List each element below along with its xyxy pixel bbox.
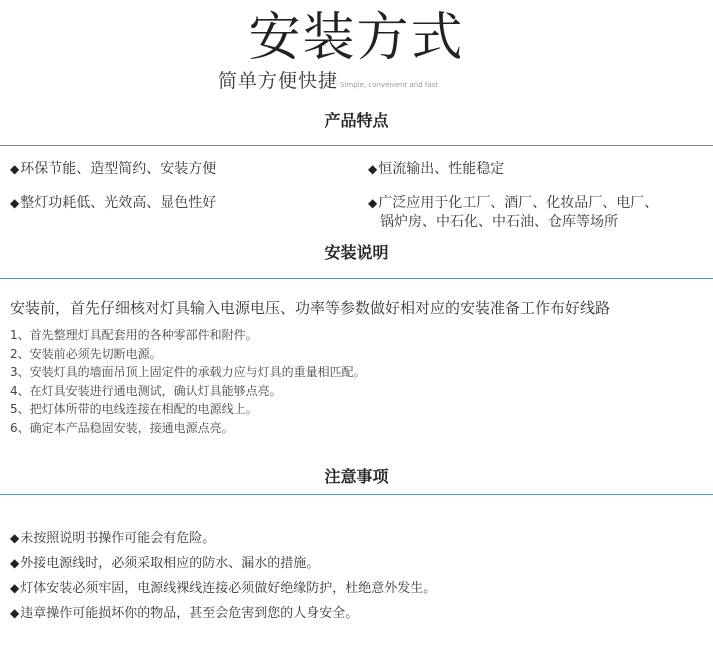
note-text: 未按照说明书操作可能会有危险。 [20,531,216,546]
diamond-bullet-icon: ◆ [10,556,20,570]
features-divider [0,145,713,146]
diamond-bullet-icon: ◆ [10,196,20,210]
feature-item [368,193,658,213]
instructions-heading: 安装说明 [324,243,389,262]
notes-list [10,526,436,626]
feature-item-continued: 锅炉房、中石化、中石油、仓库等场所 [380,214,618,230]
step-item: 6、确定本产品稳固安装，接通电源点亮。 [10,420,234,435]
feature-text: 恒流输出、性能稳定 [378,161,505,177]
notes-divider [0,494,713,495]
note-text: 外接电源线时，必须采取相应的防水、漏水的措施。 [20,556,320,571]
features-heading: 产品特点 [324,111,389,130]
page-title: 安装方式 [248,8,465,68]
subtitle [218,66,438,92]
step-item: 3、安装灯具的墙面吊顶上固定件的承载力应与灯具的重量相匹配。 [10,365,366,380]
instructions-intro: 安装前，首先仔细核对灯具输入电源电压、功率等参数做好相对应的安装准备工作布好线路 [10,299,611,317]
instructions-steps [10,326,366,438]
feature-text: 整灯功耗低、光效高、显色性好 [20,195,217,211]
note-text: 灯体安装必须牢固，电源线裸线连接必须做好绝缘防护，杜绝意外发生。 [20,581,437,596]
feature-item [10,159,216,179]
note-item [10,601,436,626]
step-item: 2、安装前必须先切断电源。 [10,346,162,361]
diamond-bullet-icon: ◆ [10,162,20,176]
subtitle-english: Simple, convenient and fast [340,81,439,89]
notes-heading: 注意事项 [324,467,389,486]
instructions-divider [0,278,713,279]
feature-text: 环保节能、造型简约、安装方便 [20,161,217,177]
step-item: 4、在灯具安装进行通电测试，确认灯具能够点亮。 [10,383,282,398]
feature-text: 广泛应用于化工厂、酒厂、化妆品厂、电厂、 [378,195,659,211]
note-item [10,576,436,601]
step-item: 5、把灯体所带的电线连接在相配的电源线上。 [10,402,258,417]
diamond-bullet-icon: ◆ [10,531,20,545]
note-text: 违章操作可能损坏你的物品，甚至会危害到您的人身安全。 [20,606,359,621]
diamond-bullet-icon: ◆ [10,606,20,620]
diamond-bullet-icon: ◆ [368,196,378,210]
feature-item [10,193,216,213]
note-item [10,526,436,551]
step-item: 1、首先整理灯具配套用的各种零部件和附件。 [10,328,258,342]
feature-item [368,159,504,179]
note-item [10,551,436,576]
diamond-bullet-icon: ◆ [368,162,378,176]
diamond-bullet-icon: ◆ [10,581,20,595]
subtitle-chinese: 简单方便快捷 [218,70,339,92]
